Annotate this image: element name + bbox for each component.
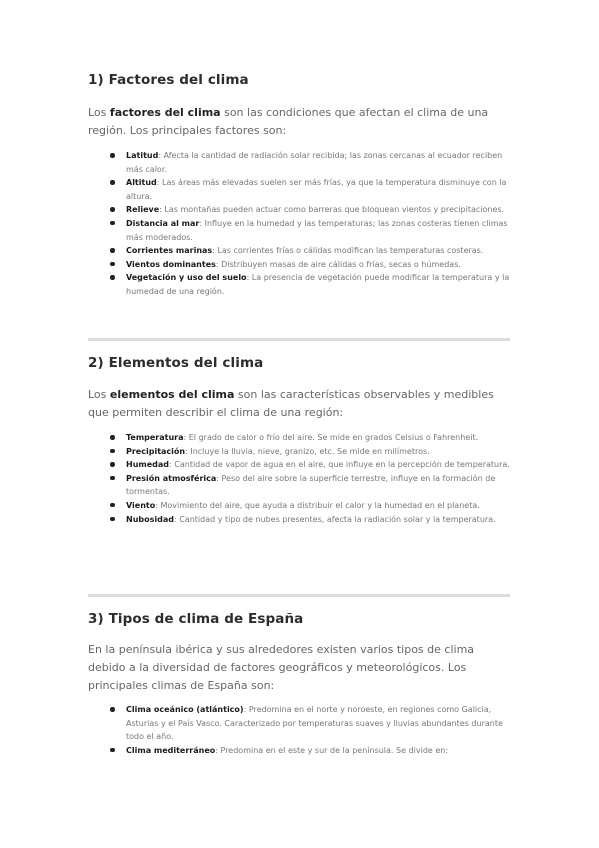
section-title-elementos: 2) Elementos del clima bbox=[88, 355, 264, 371]
list-item: Relieve: Las montañas pueden actuar como barreras que bloquean vientos y precipitaciones. bbox=[88, 203, 513, 217]
list-item: Distancia al mar: Influye en la humedad y las temperaturas; las zonas costeras tienen climas más moderados. bbox=[88, 217, 513, 244]
list-item: Vientos dominantes: Distribuyen masas de aire cálidas o frías, secas o húmedas. bbox=[88, 258, 513, 272]
list-item: Vegetación y uso del suelo: La presencia de vegetación puede modificar la temperatura y la humedad de una región. bbox=[88, 271, 513, 298]
list-item: Latitud: Afecta la cantidad de radiación solar recibida; las zonas cercanas al ecuador reciben más calor. bbox=[88, 149, 513, 176]
list-item: Nubosidad: Cantidad y tipo de nubes presentes, afecta la radiación solar y la temperatura. bbox=[88, 513, 513, 527]
elementos-list bbox=[88, 431, 513, 526]
section-title-tipos: 3) Tipos de clima de España bbox=[88, 611, 304, 627]
section-intro-tipos: En la península ibérica y sus alrededores existen varios tipos de clima debido a la diversidad de factores geográficos y meteorológicos. Los principales climas de España son: bbox=[88, 643, 475, 692]
list-item: Altitud: Las áreas más elevadas suelen ser más frías, ya que la temperatura disminuye con la altura. bbox=[88, 176, 513, 203]
tipos-list bbox=[88, 703, 513, 757]
list-item: Temperatura: El grado de calor o frío del aire. Se mide en grados Celsius o Fahrenheit. bbox=[88, 431, 513, 445]
section-intro-elementos: Los elementos del clima son las características observables y medibles que permiten describir el clima de una región: bbox=[88, 388, 494, 419]
section-title-factores: 1) Factores del clima bbox=[88, 72, 249, 88]
list-item: Humedad: Cantidad de vapor de agua en el aire, que influye en la percepción de temperatura. bbox=[88, 458, 513, 472]
list-item: Viento: Movimiento del aire, que ayuda a distribuir el calor y la humedad en el planeta. bbox=[88, 499, 513, 513]
list-item: Corrientes marinas: Las corrientes frías o cálidas modifican las temperaturas costeras. bbox=[88, 244, 513, 258]
section-intro-factores: Los factores del clima son las condiciones que afectan el clima de una región. Los principales factores son: bbox=[88, 106, 489, 137]
list-item: Clima mediterráneo: Predomina en el este y sur de la península. Se divide en: bbox=[88, 744, 513, 758]
section-divider bbox=[88, 338, 510, 341]
list-item: Precipitación: Incluye la lluvia, nieve, granizo, etc. Se mide en milímetros. bbox=[88, 445, 513, 459]
list-item: Presión atmosférica: Peso del aire sobre la superficie terrestre, influye en la formación de tormentas. bbox=[88, 472, 513, 499]
list-item: Clima oceánico (atlántico): Predomina en el norte y noroeste, en regiones como Galicia, Asturias y el País Vasco. Caracterizado por temperaturas suaves y lluvias abundantes durante todo el año. bbox=[88, 703, 513, 744]
factores-list bbox=[88, 149, 513, 299]
section-divider bbox=[88, 594, 510, 597]
